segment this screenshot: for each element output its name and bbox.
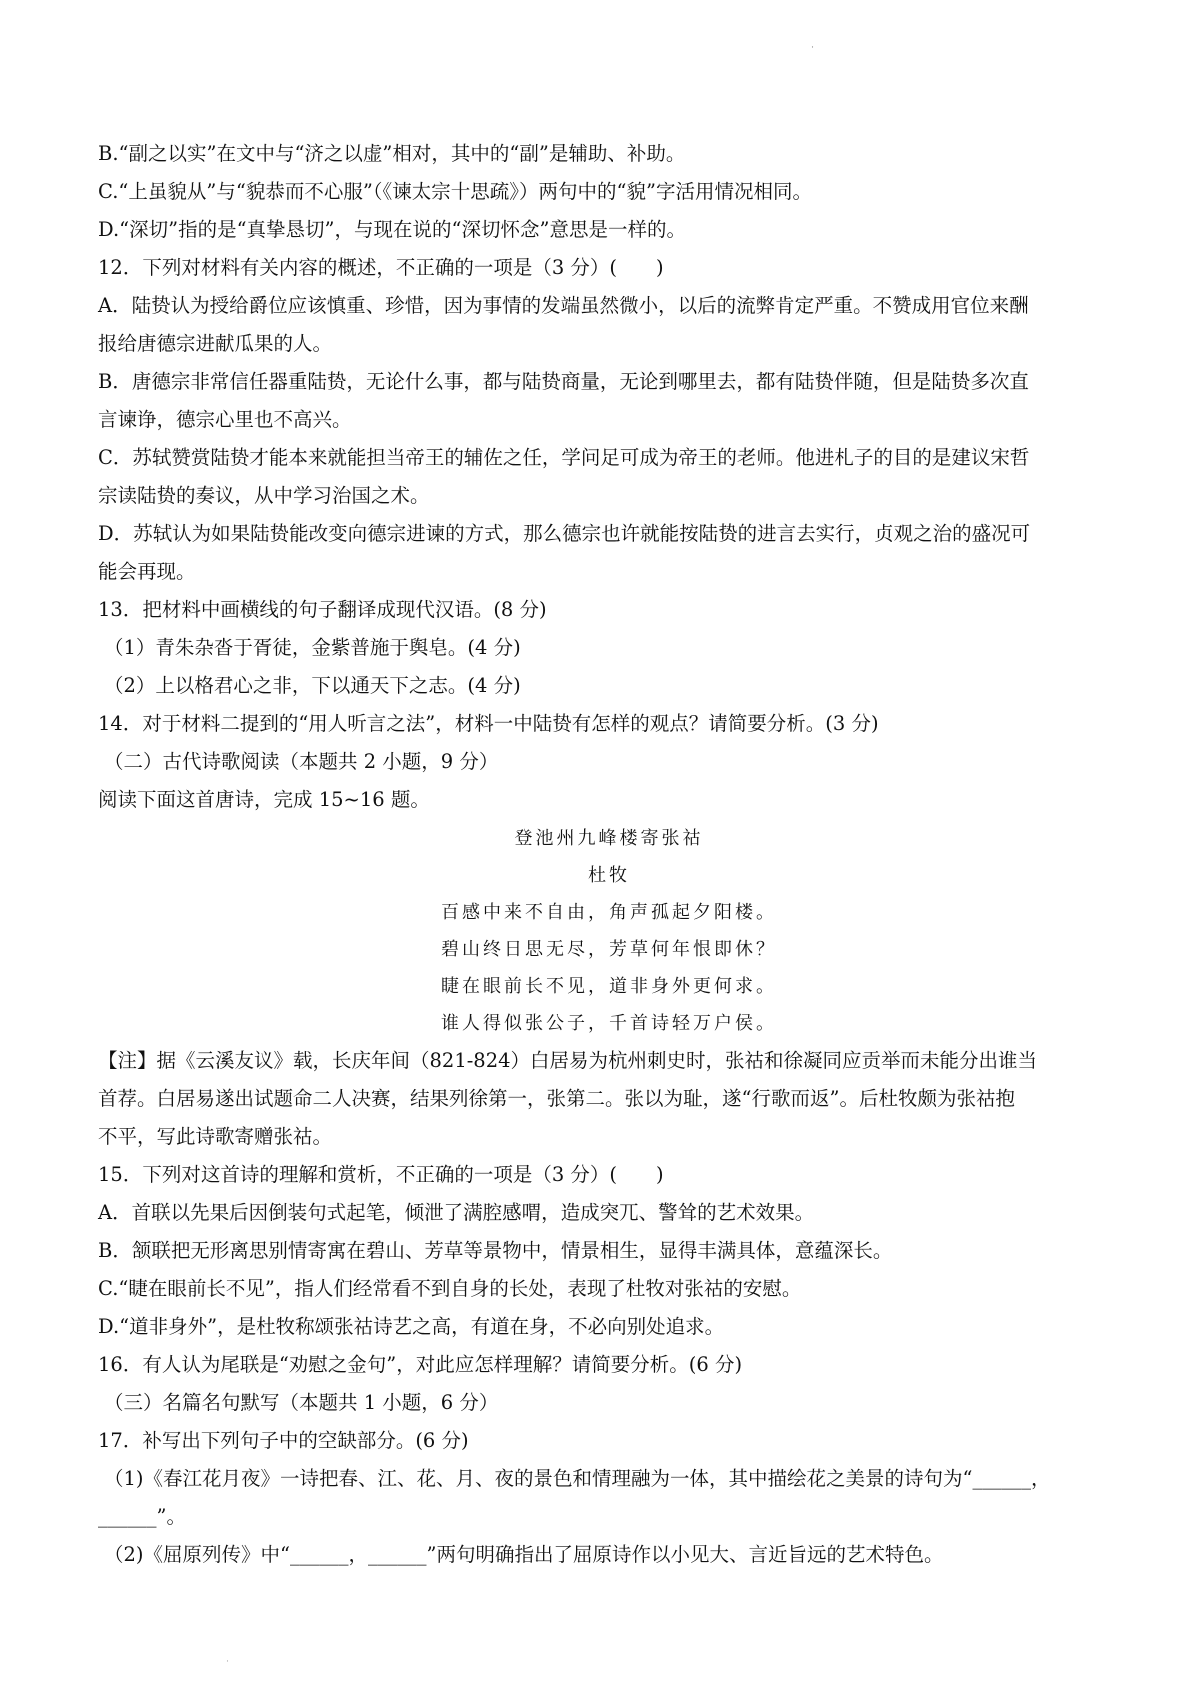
question-17-item-2: （2)《屈原列传》中“______，______”两句明确指出了屈原诗作以小见大、言近旨远的艺术特色。 bbox=[104, 1543, 944, 1566]
option-11-c: C.“上虽貌从”与“貌恭而不心服”（《谏太宗十思疏》）两句中的“貌”字活用情况相同。 bbox=[98, 180, 812, 203]
poem-note-line1: 【注】据《云溪友议》载，长庆年间（821-824）白居易为杭州刺史时，张祜和徐凝同应贡举而未能分出谁当 bbox=[98, 1049, 1038, 1072]
option-11-b: B.“副之以实”在文中与“济之以虚”相对，其中的“副”是辅助、补助。 bbox=[98, 142, 686, 165]
poem-author: 杜牧 bbox=[588, 865, 630, 886]
top-dot-mark: ˙ bbox=[810, 46, 815, 57]
question-15-option-d: D.“道非身外”，是杜牧称颂张祜诗艺之高，有道在身，不必向别处追求。 bbox=[98, 1315, 725, 1338]
poem-note-line3: 不平，写此诗歌寄赠张祜。 bbox=[98, 1125, 333, 1148]
option-11-d: D.“深切”指的是“真挚恳切”，与现在说的“深切怀念”意思是一样的。 bbox=[98, 218, 686, 241]
poem-note-line2: 首荐。白居易遂出试题命二人决赛，结果列徐第一，张第二。张以为耻，遂“行歌而返”。后杜牧颇为张祜抱 bbox=[98, 1087, 1015, 1110]
section-2-heading: （二）古代诗歌阅读（本题共 2 小题，9 分） bbox=[104, 750, 499, 773]
poem-line-3: 睫在眼前长不见，道非身外更何求。 bbox=[441, 976, 777, 997]
section-3-heading: （三）名篇名句默写（本题共 1 小题，6 分） bbox=[104, 1391, 499, 1414]
question-13-item-2: （2）上以格君心之非，下以通天下之志。(4 分) bbox=[104, 674, 521, 697]
question-12-option-d-line1: D．苏轼认为如果陆贽能改变向德宗进谏的方式，那么德宗也许就能按陆贽的进言去实行，贞观之治的盛况可 bbox=[98, 522, 1031, 545]
question-12-stem: 12．下列对材料有关内容的概述，不正确的一项是（3 分）( ) bbox=[98, 256, 664, 279]
poem-line-4: 谁人得似张公子，千首诗轻万户侯。 bbox=[441, 1013, 777, 1034]
question-17-item-1-line1: （1)《春江花月夜》一诗把春、江、花、月、夜的景色和情理融为一体，其中描绘花之美景的诗句为“______， bbox=[104, 1467, 1051, 1490]
question-15-option-b: B．颔联把无形离思别情寄寓在碧山、芳草等景物中，情景相生，显得丰满具体，意蕴深长。 bbox=[98, 1239, 893, 1262]
question-12-option-c-line1: C．苏轼赞赏陆贽才能本来就能担当帝王的辅佐之任，学问足可成为帝王的老师。他进札子的目的是建议宋哲 bbox=[98, 446, 1030, 469]
question-12-option-d-line2: 能会再现。 bbox=[98, 560, 196, 583]
question-16: 16．有人认为尾联是“劝慰之金句”，对此应怎样理解？请简要分析。(6 分) bbox=[98, 1353, 743, 1376]
question-12-option-c-line2: 宗读陆贽的奏议，从中学习治国之术。 bbox=[98, 484, 430, 507]
question-17-stem: 17．补写出下列句子中的空缺部分。(6 分) bbox=[98, 1429, 469, 1452]
question-15-option-c: C.“睫在眼前长不见”，指人们经常看不到自身的长处，表现了杜牧对张祜的安慰。 bbox=[98, 1277, 802, 1300]
bottom-dot-mark: ˙ bbox=[225, 1660, 230, 1671]
question-12-option-a-line1: A．陆贽认为授给爵位应该慎重、珍惜，因为事情的发端虽然微小，以后的流弊肯定严重。不赞成用官位来酬 bbox=[98, 294, 1029, 317]
poem-intro: 阅读下面这首唐诗，完成 15~16 题。 bbox=[98, 788, 430, 811]
question-12-option-b-line1: B．唐德宗非常信任器重陆贽，无论什么事，都与陆贽商量，无论到哪里去，都有陆贽伴随，但是陆贽多次直 bbox=[98, 370, 1029, 393]
question-15-stem: 15．下列对这首诗的理解和赏析，不正确的一项是（3 分）( ) bbox=[98, 1163, 664, 1186]
question-14: 14．对于材料二提到的“用人听言之法”，材料一中陆贽有怎样的观点？请简要分析。(3 分) bbox=[98, 712, 879, 735]
question-12-option-a-line2: 报给唐德宗进献瓜果的人。 bbox=[98, 332, 333, 355]
document-content bbox=[98, 135, 1110, 1574]
poem-title: 登池州九峰楼寄张祜 bbox=[514, 828, 704, 849]
question-15-option-a: A．首联以先果后因倒装句式起笔，倾泄了满腔感喟，造成突兀、警耸的艺术效果。 bbox=[98, 1201, 815, 1224]
poem-line-2: 碧山终日思无尽，芳草何年恨即休？ bbox=[441, 939, 777, 960]
question-17-item-1-line2: ______”。 bbox=[98, 1505, 186, 1528]
question-13-item-1: （1）青朱杂沓于胥徒，金紫普施于舆皂。(4 分) bbox=[104, 636, 521, 659]
question-12-option-b-line2: 言谏诤，德宗心里也不高兴。 bbox=[98, 408, 352, 431]
question-13-stem: 13．把材料中画横线的句子翻译成现代汉语。(8 分) bbox=[98, 598, 547, 621]
poem-line-1: 百感中来不自由，角声孤起夕阳楼。 bbox=[441, 902, 777, 923]
